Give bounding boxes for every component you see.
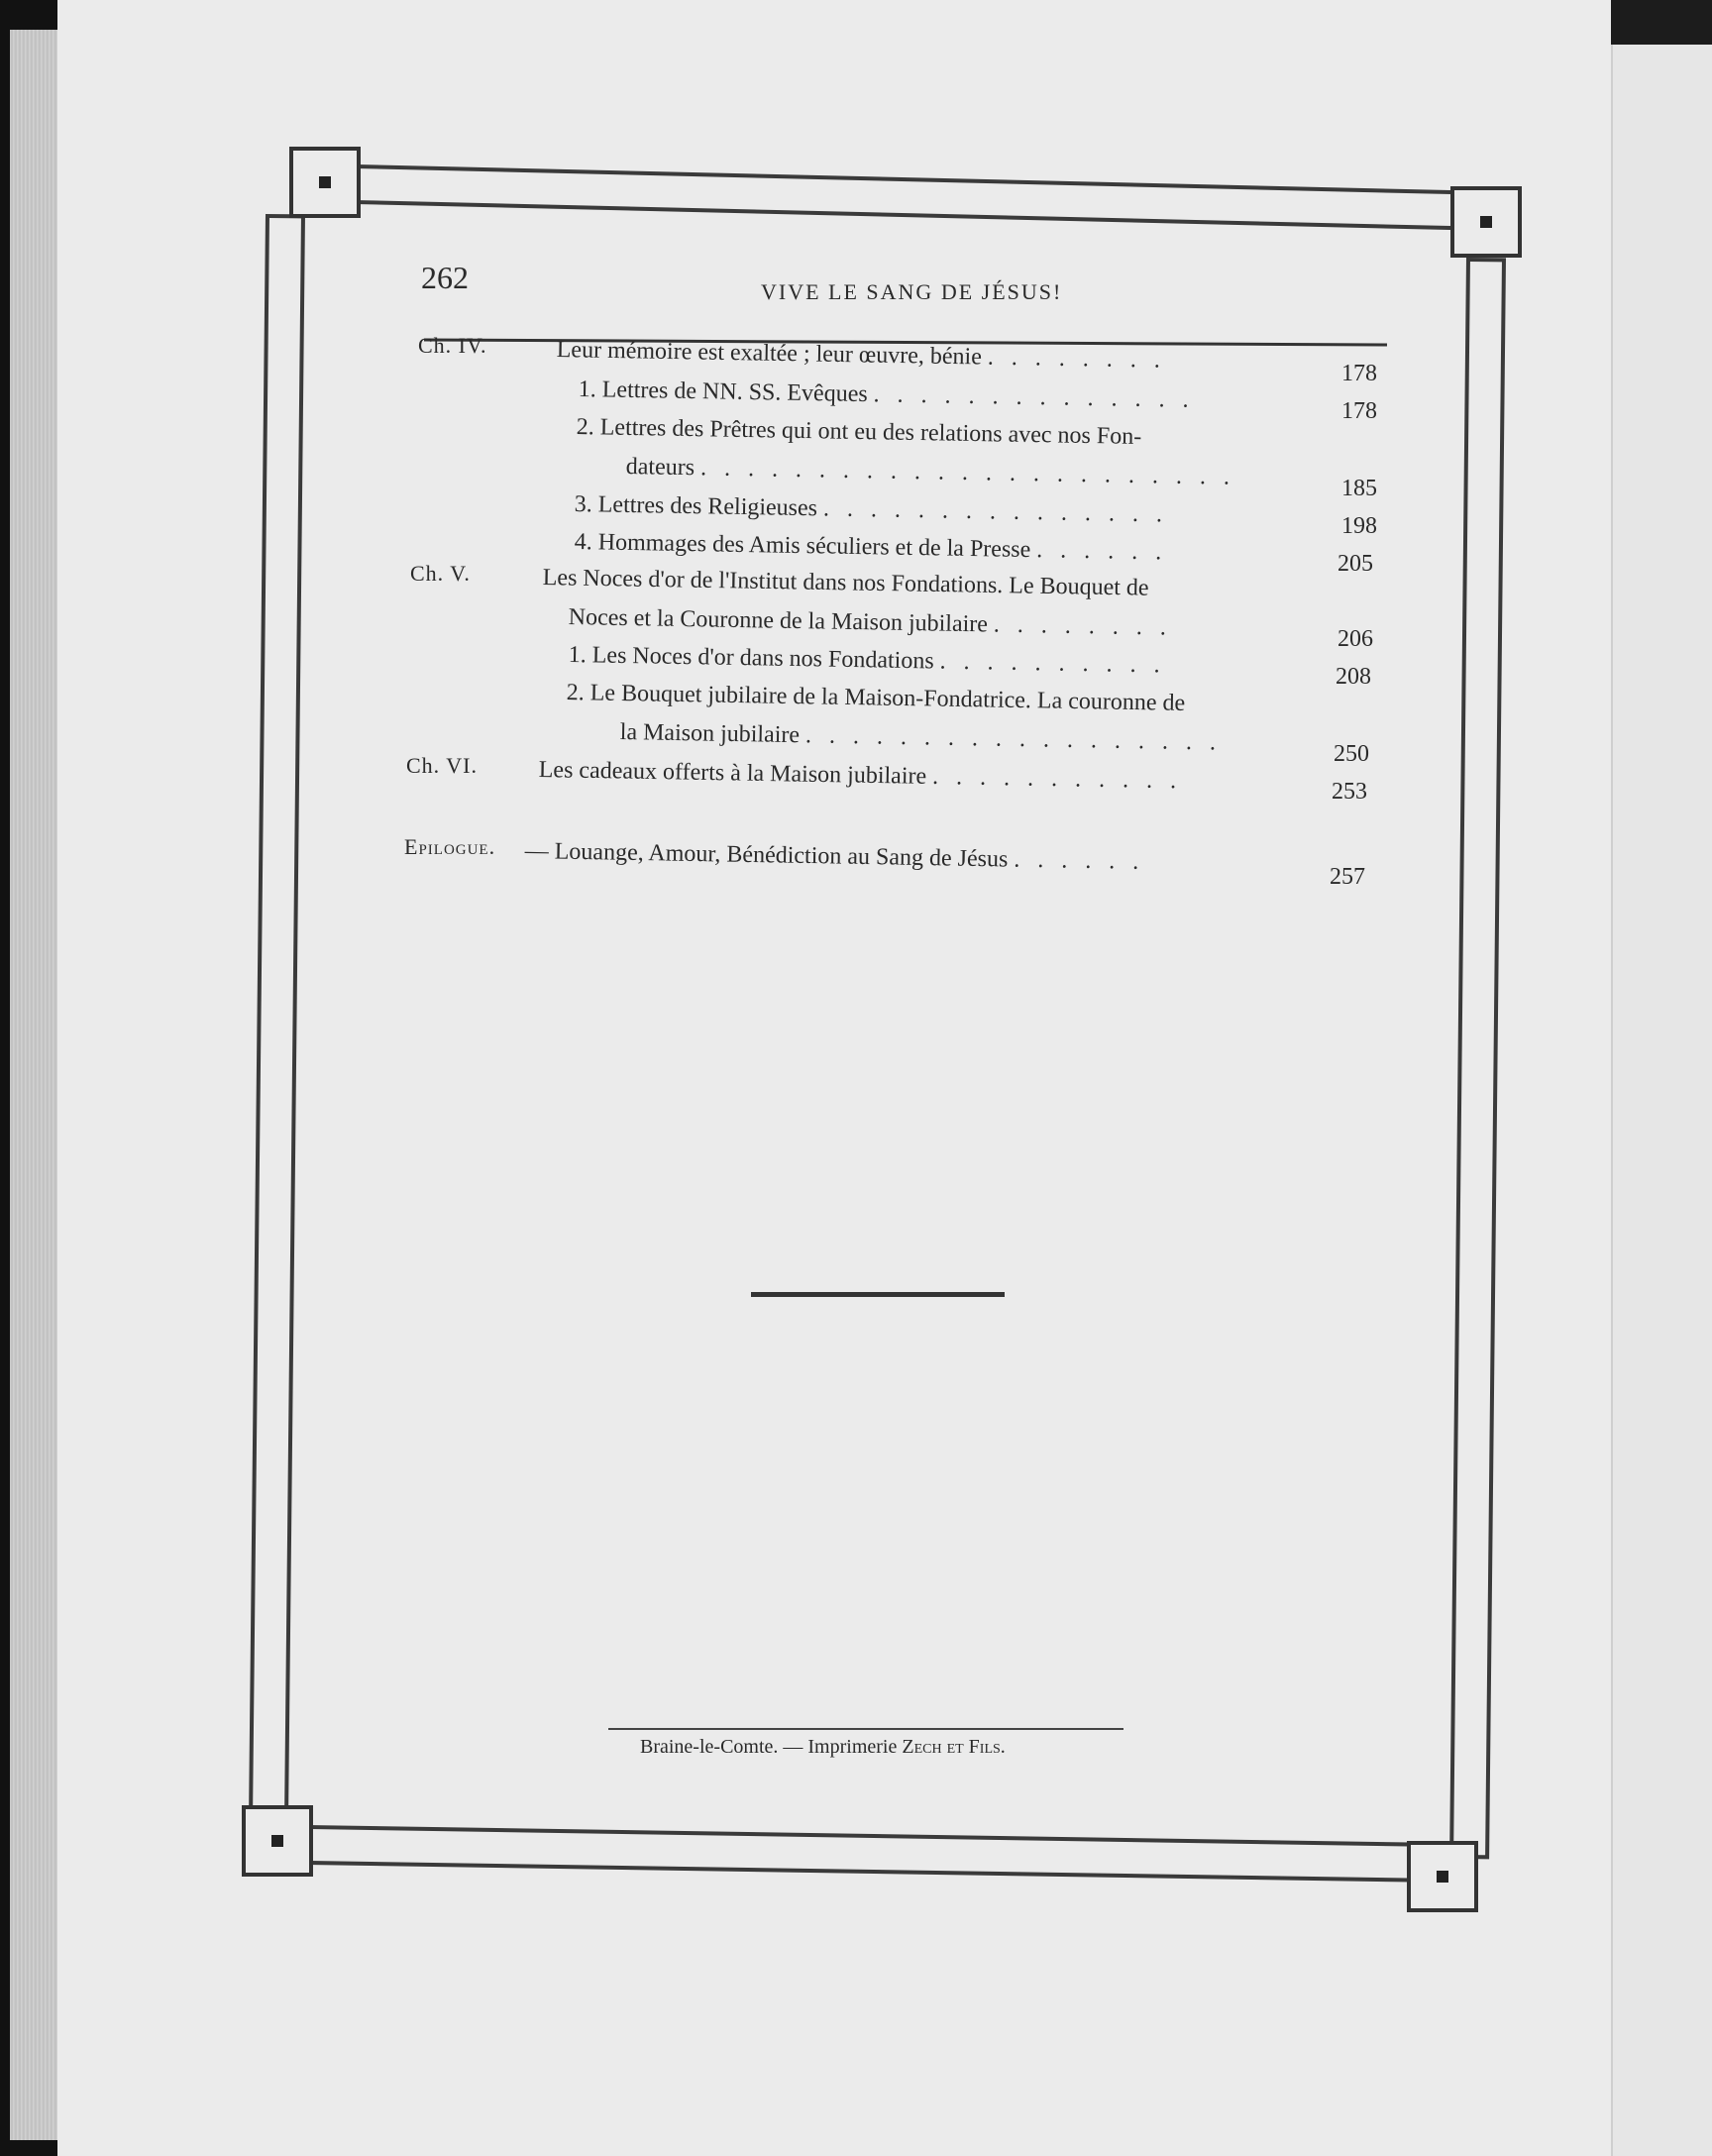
toc-entry-title: Les Noces d'or de l'Institut dans nos Fondations. Le Bouquet de	[542, 565, 1149, 601]
toc-entry-page: 178	[1341, 361, 1377, 386]
toc-entry-continuation: dateurs .......................	[625, 454, 1248, 490]
toc-entry-title: 1. Lettres de NN. SS. Evêques ..............	[578, 377, 1207, 414]
toc-entry-page: 253	[1332, 779, 1367, 805]
toc-entry-page: 185	[1341, 476, 1377, 501]
toc-entry-page: 208	[1336, 664, 1371, 690]
chapter-label: Ch. IV.	[418, 333, 487, 358]
imprint-line: Braine-le-Comte. — Imprimerie Zech et Fils.	[640, 1736, 1006, 1758]
toc-entry-title: 4. Hommages des Amis séculiers et de la Presse ......	[574, 529, 1180, 566]
epilogue-page: 257	[1330, 864, 1365, 890]
running-title: VIVE LE SANG DE JÉSUS!	[761, 279, 1063, 304]
page-number: 262	[421, 260, 469, 295]
epilogue-label: Epilogue.	[404, 834, 496, 859]
toc-entry-continuation: Noces et la Couronne de la Maison jubilaire ........	[568, 604, 1185, 641]
toc-entry-title: 3. Lettres des Religieuses ...............	[574, 491, 1181, 528]
chapter-label: Ch. V.	[410, 561, 471, 586]
toc-entry-page: 198	[1341, 513, 1377, 539]
toc-entry-page: 178	[1341, 398, 1377, 424]
toc-entry-title: 2. Lettres des Prêtres qui ont eu des relations avec nos Fon-	[576, 414, 1142, 450]
toc-entry-title: 1. Les Noces d'or dans nos Fondations ..........	[568, 642, 1178, 679]
toc-entry-page: 250	[1334, 741, 1369, 767]
toc-entry-continuation: la Maison jubilaire ..................	[619, 719, 1234, 756]
toc-entry-page: 206	[1338, 626, 1373, 652]
chapter-label: Ch. VI.	[406, 753, 478, 778]
toc-entry-title: Leur mémoire est exaltée ; leur œuvre, bénie ........	[556, 337, 1179, 374]
imprint-rule	[608, 1728, 1124, 1730]
toc-entry-page: 205	[1338, 551, 1373, 577]
toc-entry-title: Les cadeaux offerts à la Maison jubilaire ...........	[538, 757, 1195, 795]
closing-rule	[751, 1292, 1005, 1297]
toc-entry-title: 2. Le Bouquet jubilaire de la Maison-Fondatrice. La couronne de	[566, 680, 1186, 716]
epilogue-title: — Louange, Amour, Bénédiction au Sang de Jésus ......	[524, 838, 1157, 876]
